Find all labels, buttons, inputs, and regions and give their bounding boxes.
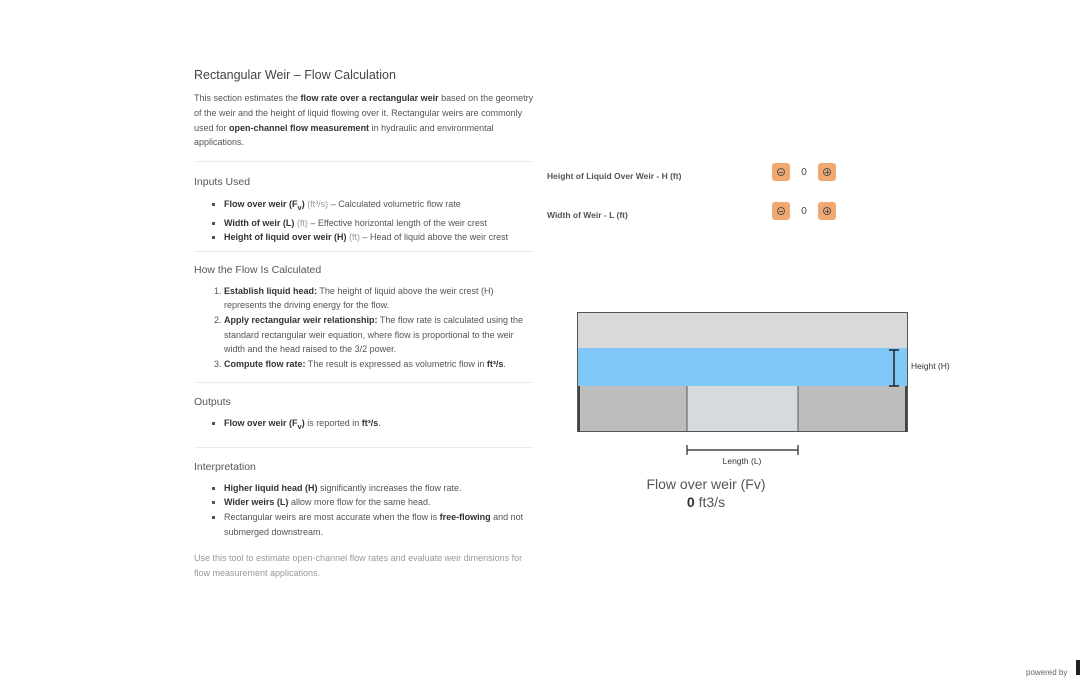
list-item: ▪ Width of weir (L) (ft) – Effective horizontal length of the weir crest — [224, 216, 534, 231]
footer-note: Use this tool to estimate open-channel flow rates and evaluate weir dimensions for flow measurement applications. — [194, 553, 523, 578]
interpretation-heading: Interpretation — [194, 460, 256, 473]
interpretation-list — [194, 481, 534, 539]
minus-circle-icon — [777, 168, 785, 176]
powered-by-text: powered by — [1026, 668, 1068, 677]
height-increment-button[interactable] — [818, 163, 836, 181]
list-item: ▪ Wider weirs (L) allow more flow for the same head. — [224, 495, 534, 510]
height-input-label: Height of Liquid Over Weir - H (ft) — [547, 171, 682, 181]
height-decrement-button[interactable] — [772, 163, 790, 181]
weir-left-wall — [578, 386, 687, 432]
inputs-list — [194, 197, 534, 245]
length-dimension-label: Length (L) — [722, 456, 762, 466]
weir-notch — [687, 386, 798, 432]
result-label: Flow over weir (Fv) — [646, 476, 766, 492]
width-value[interactable]: 0 — [801, 205, 807, 217]
divider — [194, 382, 534, 383]
water-region — [578, 348, 907, 386]
result-panel — [620, 476, 792, 510]
width-stepper — [772, 202, 836, 220]
list-item: 2. Apply rectangular weir relationship: The flow rate is calculated using the standard rectangular weir equation, where flow is proportional to the weir width and the head raised to the 3/2 power. — [224, 313, 534, 357]
air-region — [578, 312, 907, 348]
width-input-label: Width of Weir - L (ft) — [547, 210, 628, 220]
divider — [194, 161, 534, 162]
info-panel — [194, 66, 534, 581]
steps-list — [194, 284, 534, 372]
plus-circle-icon — [823, 168, 831, 176]
width-increment-button[interactable] — [818, 202, 836, 220]
list-item: ▪ Rectangular weirs are most accurate when the flow is free-flowing and not submerged downstream. — [224, 510, 534, 539]
height-dimension-label: Height (H) — [911, 361, 950, 371]
minus-circle-icon — [777, 207, 785, 215]
edge-bar — [1076, 660, 1080, 675]
plus-circle-icon — [823, 207, 831, 215]
intro-paragraph: This section estimates the flow rate over a rectangular weir based on the geometry of the weir and the height of liquid flowing over it. Rectangular weirs are commonly used for open-channel flow measurement in hydraulic and environmental applications. — [194, 93, 534, 148]
result-value: 0 ft3/s — [686, 494, 726, 510]
divider — [194, 251, 534, 252]
length-dimension — [687, 445, 798, 455]
outputs-list — [194, 416, 534, 434]
height-stepper — [772, 163, 836, 181]
outputs-heading: Outputs — [194, 396, 231, 409]
list-item: ▪ Flow over weir $(F_v)$ (ft³/s) – Calculated volumetric flow rate — [224, 197, 534, 215]
list-item: ▪ Height of liquid over weir (H) (ft) – Head of liquid above the weir crest — [224, 230, 534, 245]
page-title: Rectangular Weir – Flow Calculation — [194, 68, 396, 82]
height-value[interactable]: 0 — [801, 166, 807, 178]
list-item: ▪ Flow over weir $(F_v)$ is reported in ft³/s. — [224, 416, 534, 434]
how-heading: How the Flow Is Calculated — [194, 263, 322, 276]
list-item: 1. Establish liquid head: The height of liquid above the weir crest (H) represents the driving energy for the flow. — [224, 284, 534, 313]
list-item: ▪ Higher liquid head (H) significantly increases the flow rate. — [224, 481, 534, 496]
height-dimension — [889, 350, 899, 386]
width-decrement-button[interactable] — [772, 202, 790, 220]
weir-right-wall — [798, 386, 907, 432]
diagram-frame — [578, 313, 908, 432]
divider — [194, 447, 534, 448]
inputs-heading: Inputs Used — [194, 176, 251, 189]
list-item: 3. Compute flow rate: The result is expressed as volumetric flow in ft³/s. — [224, 357, 534, 372]
